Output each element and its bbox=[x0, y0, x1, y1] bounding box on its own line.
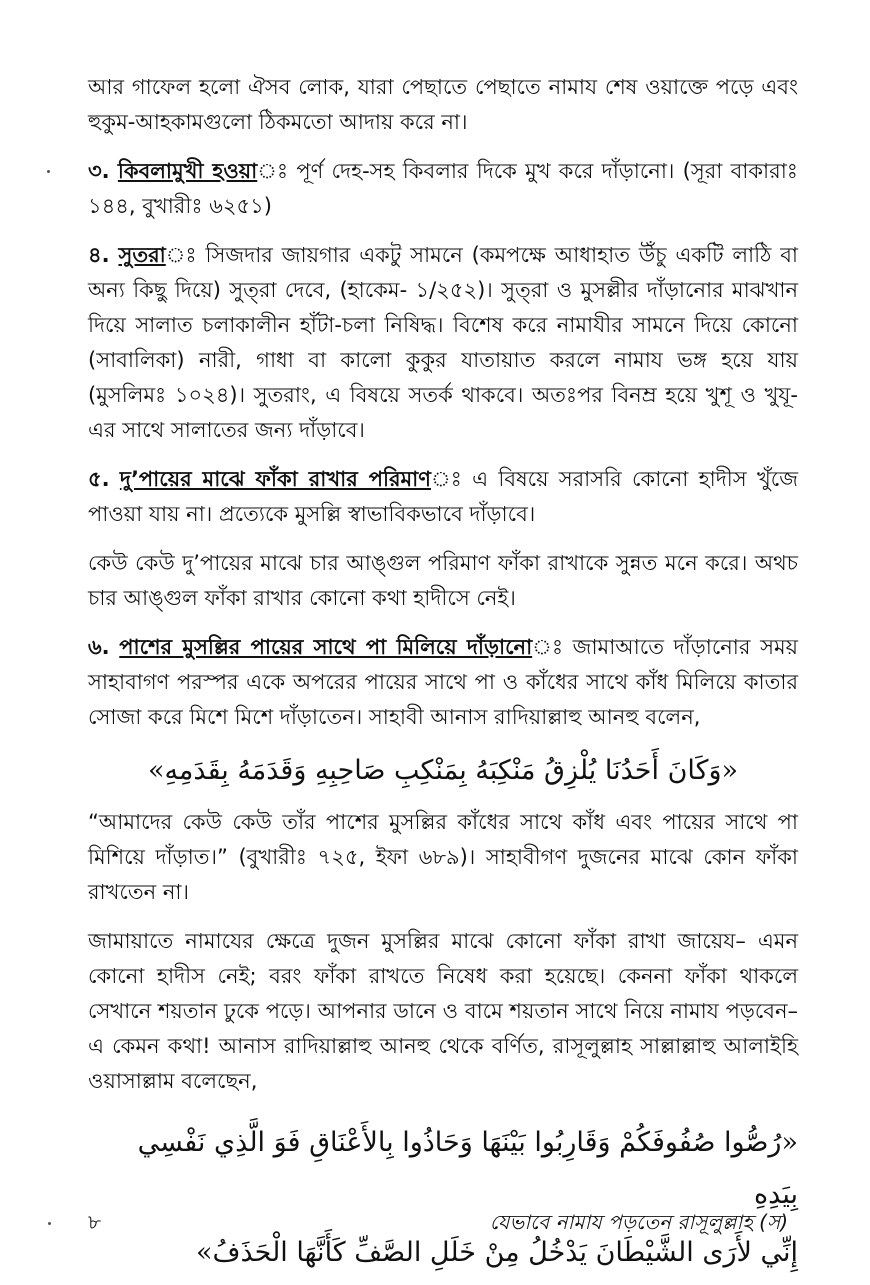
paragraph-sutra bbox=[88, 238, 798, 448]
arabic-hadith-quote: «وَكَانَ أَحَدُنَا يُلْزِقُ مَنْكِبَهُ بِمَنْكِبِ صَاحِبِهِ وَقَدَمَهُ بِقَدَمِهِ» bbox=[147, 755, 739, 786]
item-number: ৪. bbox=[88, 243, 110, 267]
item-heading: দু’পায়ের মাঝে ফাঁকা রাখার পরিমাণ bbox=[119, 467, 431, 491]
book-title: যেভাবে নামায পড়তেন রাসূলুল্লাহ (স) bbox=[489, 1210, 788, 1234]
paragraph-intro: আর গাফেল হলো ঐসব লোক, যারা পেছাতে পেছাতে নামায শেষ ওয়াক্তে পড়ে এবং হুকুম-আহকামগুলো ঠিকমতো আদায় করে না। bbox=[88, 75, 798, 134]
item-number: ৬. bbox=[88, 635, 110, 659]
paragraph-feet-gap bbox=[88, 462, 798, 532]
item-heading: সুতরা bbox=[118, 243, 166, 267]
page-footer bbox=[88, 1208, 788, 1241]
paragraph-qibla bbox=[88, 154, 798, 224]
scan-speck bbox=[48, 1222, 51, 1225]
page-content bbox=[88, 70, 798, 1285]
page-number: ৮ bbox=[88, 1210, 101, 1234]
paragraph-translation: “আমাদের কেউ কেউ তাঁর পাশের মুসল্লির কাঁধের সাথে কাঁধ এবং পায়ের সাথে পা মিশিয়ে দাঁড়াত।” (বুখারীঃ ৭২৫, ইফা ৬৮৯)। সাহাবীগণ দুজনের মাঝে কোন ফাঁকা রাখতেন না। bbox=[88, 810, 798, 904]
item-body: ঃ পূর্ণ দেহ-সহ কিবলার দিকে মুখ করে দাঁড়ানো। (সূরা বাকারাঃ ১৪৪, বুখারীঃ ৬২৫১) bbox=[88, 159, 798, 218]
paragraph-join-feet bbox=[88, 630, 798, 735]
scan-speck bbox=[47, 170, 50, 173]
arabic-hadith-line-1: «رُصُّوا صُفُوفَكُمْ وَقَارِبُوا بَيْنَهَا وَحَاذُوا بِالأَعْنَاقِ فَوَ الَّذِي نَفْسِي بِيَدِهِ bbox=[137, 1127, 798, 1210]
item-heading: কিবলামুখী হওয়া bbox=[117, 159, 258, 183]
paragraph-no-gap: জামায়াতে নামাযের ক্ষেত্রে দুজন মুসল্লির মাঝে কোনো ফাঁকা রাখা জায়েয– এমন কোনো হাদীস নেই; বরং ফাঁকা রাখতে নিষেধ করা হয়েছে। কেননা ফাঁকা থাকলে সেখানে শয়তান ঢুকে পড়ে। আপনার ডানে ও বামে শয়তান সাথে নিয়ে নামায পড়বেন– এ কেমন কথা! আনাস রাদিয়াল্লাহু আনহু থেকে বর্ণিত, রাসূলুল্লাহ সাল্লাল্লাহু আলাইহি ওয়াসাল্লাম বলেছেন, bbox=[88, 929, 798, 1093]
item-number: ৫. bbox=[88, 467, 110, 491]
item-number: ৩. bbox=[88, 159, 110, 183]
item-body: ঃ জামাআতে দাঁড়ানোর সময় সাহাবাগণ পরস্পর একে অপরের পায়ের সাথে পা ও কাঁধের সাথে কাঁধ মিলিয়ে কাতার সোজা করে মিশে মিশে দাঁড়াতেন। সাহাবী আনাস রাদিয়াল্লাহু আনহু বলেন, bbox=[88, 635, 798, 729]
item-heading: পাশের মুসল্লির পায়ের সাথে পা মিলিয়ে দাঁড়ানো bbox=[119, 635, 533, 659]
item-body: ঃ সিজদার জায়গার একটু সামনে (কমপক্ষে আধাহাত উঁচু একটি লাঠি বা অন্য কিছু দিয়ে) সুত্‌রা দেবে, (হাকেম- ১/২৫২)। সুত্‌রা ও মুসল্লীর দাঁড়ানোর মাঝখান দিয়ে সালাত চলাকালীন হাঁটা-চলা নিষিদ্ধ। বিশেষ করে নামাযীর সামনে দিয়ে কোনো (সাবালিকা) নারী, গাধা বা কালো কুকুর যাতায়াত করলে নামায ভঙ্গ হয়ে যায় (মুসলিমঃ ১০২৪)। সুতরাং, এ বিষয়ে সতর্ক থাকবে। অতঃপর বিনম্র হয়ে খুশূ ও খুযূ-এর সাথে সালাতের জন্য দাঁড়াবে। bbox=[88, 243, 798, 442]
paragraph-four-fingers: কেউ কেউ দু’পায়ের মাঝে চার আঙ্গুল পরিমাণ ফাঁকা রাখাকে সুন্নত মনে করে। অথচ চার আঙ্গুল ফাঁকা রাখার কোনো কথা হাদীসে নেই। bbox=[88, 551, 798, 610]
arabic-hadith-line-2: إِنِّي لأَرَى الشَّيْطَانَ يَدْخُلُ مِنْ خَلَلِ الصَّفِّ كَأَنَّهَا الْحَذَفُ» bbox=[195, 1237, 798, 1268]
item-body: ঃ এ বিষয়ে সরাসরি কোনো হাদীস খুঁজে পাওয়া যায় না। প্রত্যেকে মুসল্লি স্বাভাবিকভাবে দাঁড়াবে। bbox=[88, 467, 798, 526]
